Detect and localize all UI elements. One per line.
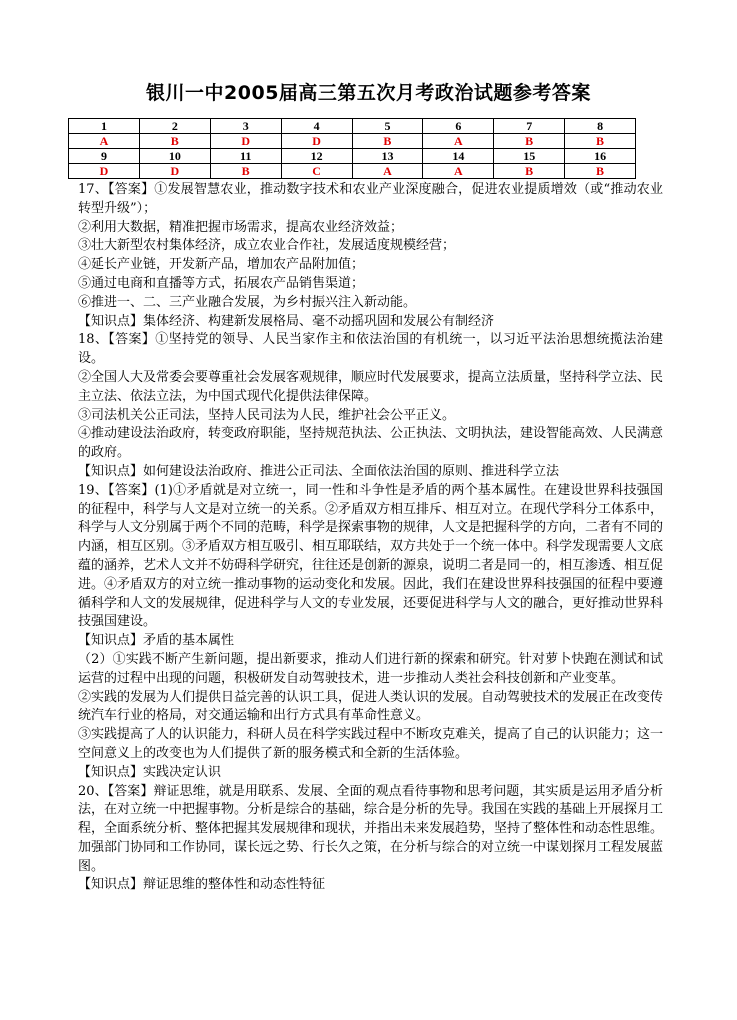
q19-part2-knowledge-point: 【知识点】实践决定认识 <box>78 764 222 780</box>
question-number: 15 <box>494 149 565 164</box>
q17-knowledge-point: 【知识点】集体经济、构建新发展格局、毫不动摇巩固和发展公有制经济 <box>78 313 495 329</box>
q17-point-5: ⑤通过电商和直播等方式，拓展农产品销售渠道； <box>78 275 365 291</box>
q18-point-3: ③司法机关公正司法，坚持人民司法为人民，维护社会公平正义。 <box>78 407 456 423</box>
q19-part2-point-1: （2）①实践不断产生新问题，提出新要求，推动人们进行新的探索和研究。针对萝卜快跑在测试和试运营的过程中出现的问题，积极研发自动驾驶技术，进一步推动人类社会科技创新和产业变革。 <box>78 651 663 686</box>
answer-letter: B <box>565 134 636 149</box>
question-number: 6 <box>423 119 494 134</box>
question-number: 16 <box>565 149 636 164</box>
answer-letter: A <box>69 134 140 149</box>
q18-point-2: ②全国人大及常委会要尊重社会发展客观规律，顺应时代发展要求，提高立法质量，坚持科学立法、民主立法、依法立法，为中国式现代化提供法律保障。 <box>78 369 664 404</box>
question-number: 14 <box>423 149 494 164</box>
answer-table <box>68 118 636 179</box>
answer-letter: A <box>423 134 494 149</box>
question-number: 1 <box>69 119 140 134</box>
answer-content <box>78 181 663 895</box>
q19-part1-answer: 19、【答案】(1)①矛盾就是对立统一，同一性和斗争性是矛盾的两个基本属性。在建设世界科技强国的征程中，科学与人文是对立统一的关系。②矛盾双方相互排斥、相互对立。在现代学科分工体系中，科学与人文分别属于两个不同的范畴，科学是探索事物的规律，人文是把握科学的方向，二者有不同的内涵，相互区别。③矛盾双方相互吸引、相互耶联结，双方共处于一个统一体中。科学发现需要人文底蕴的涵养，艺术人文并不妨碍科学研究，往往还是创新的源泉，说明二者是同一的，相互渗透、相互促进。④矛盾双方的对立统一推动事物的运动变化和发展。因此，我们在建设世界科技强国的征程中要遵循科学和人文的发展规律，促进科学与人文的专业发展，还要促进科学与人文的融合，更好推动世界科技强国建设。 <box>78 482 664 630</box>
answer-letter: B <box>352 134 423 149</box>
answer-letter: A <box>352 164 423 179</box>
question-number: 7 <box>494 119 565 134</box>
q17-answer: 17、【答案】①发展智慧农业，推动数字技术和农业产业深度融合，促进农业提质增效（或“推动农业转型升级”）； <box>78 182 663 216</box>
q20-answer: 20、【答案】辩证思维，就是用联系、发展、全面的观点看待事物和思考问题，其实质是运用矛盾分析法，在对立统一中把握事物。分析是综合的基础，综合是分析的先导。我国在实践的基础上开展探月工程，全面系统分析、整体把握其发展规律和现状，并指出未来发展趋势，坚持了整体性和动态性思维。加强部门协同和工作协同，谋长远之势、行长久之策，在分析与综合的对立统一中谋划探月工程发展蓝图。 <box>78 783 664 874</box>
question-number: 3 <box>210 119 281 134</box>
q20-knowledge-point: 【知识点】辩证思维的整体性和动态性特征 <box>78 877 326 893</box>
q17-point-4: ④延长产业链，开发新产品，增加农产品附加值； <box>78 257 365 273</box>
answer-letter: D <box>69 164 140 179</box>
question-number: 11 <box>210 149 281 164</box>
question-number: 9 <box>69 149 140 164</box>
q18-point-4: ④推动建设法治政府，转变政府职能，坚持规范执法、公正执法、文明执法，建设智能高效、人民满意的政府。 <box>78 426 664 461</box>
answer-letter: D <box>210 134 281 149</box>
answer-letter: B <box>565 164 636 179</box>
q19-part1-knowledge-point: 【知识点】矛盾的基本属性 <box>78 633 235 649</box>
question-number: 4 <box>281 119 352 134</box>
answer-letter: D <box>281 134 352 149</box>
question-number: 12 <box>281 149 352 164</box>
question-number: 8 <box>565 119 636 134</box>
question-number: 5 <box>352 119 423 134</box>
q17-point-2: ②利用大数据，精准把握市场需求，提高农业经济效益； <box>78 219 404 235</box>
answer-letter: D <box>139 164 210 179</box>
answer-letter: B <box>494 164 565 179</box>
answer-letter: B <box>494 134 565 149</box>
q17-point-3: ③壮大新型农村集体经济，成立农业合作社，发展适度规模经营； <box>78 238 456 254</box>
table-row-numbers-2 <box>69 149 636 164</box>
answer-letter: C <box>281 164 352 179</box>
q17-point-6: ⑥推进一、二、三产业融合发展，为乡村振兴注入新动能。 <box>78 294 417 310</box>
question-number: 10 <box>139 149 210 164</box>
answer-letter: B <box>210 164 281 179</box>
question-number: 2 <box>139 119 210 134</box>
q19-part2-point-2: ②实践的发展为人们提供日益完善的认识工具，促进人类认识的发展。自动驾驶技术的发展正在改变传统汽车行业的格局，对交通运输和出行方式具有革命性意义。 <box>78 689 664 724</box>
table-row-answers-2 <box>69 164 636 179</box>
question-number: 13 <box>352 149 423 164</box>
page-title: 银川一中2005届高三第五次月考政治试题参考答案 <box>146 82 591 104</box>
answer-letter: B <box>139 134 210 149</box>
q18-answer: 18、【答案】①坚持党的领导、人民当家作主和依法治国的有机统一，以习近平法治思想统揽法治建设。 <box>78 332 663 367</box>
answer-letter: A <box>423 164 494 179</box>
table-row-numbers-1 <box>69 119 636 134</box>
q18-knowledge-point: 【知识点】如何建设法治政府、推进公正司法、全面依法治国的原则、推进科学立法 <box>78 463 560 479</box>
table-row-answers-1 <box>69 134 636 149</box>
q19-part2-point-3: ③实践提高了人的认识能力，科研人员在科学实践过程中不断攻克难关，提高了自己的认识能力；这一空间意义上的改变也为人们提供了新的服务模式和全新的生活体验。 <box>78 727 664 761</box>
